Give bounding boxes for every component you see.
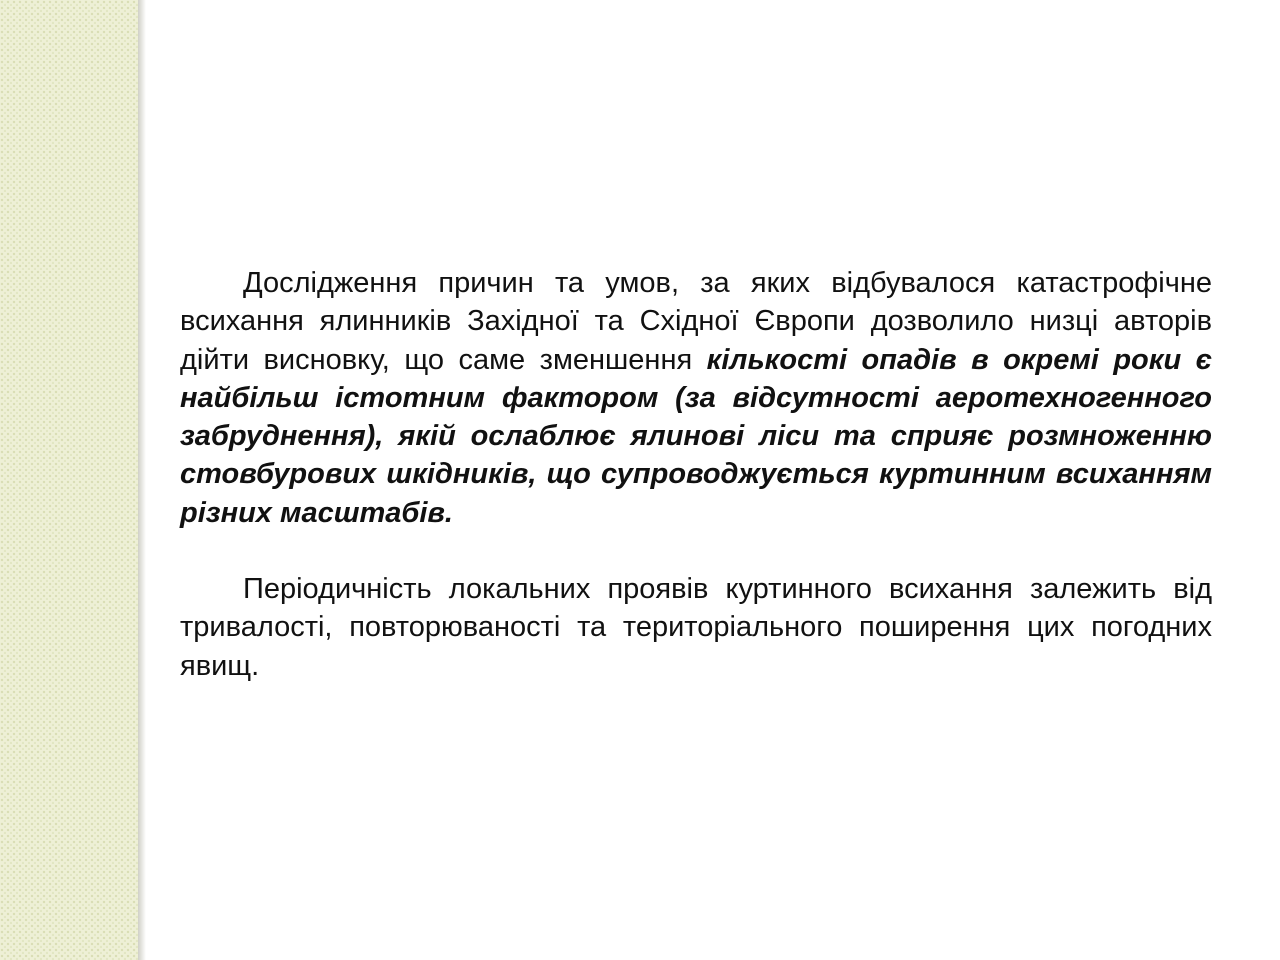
paragraph-1 — [180, 264, 1212, 532]
paragraph-1-plain-text: Дослідження причин та умов, за яких відбувалося катастрофічне всихання ялинників Західної та Східної Європи дозволило низці авторів дійти висновку, що саме зменшення — [180, 267, 1212, 376]
decorative-side-strip — [0, 0, 138, 960]
paragraph-1-emphasis-text: кількості опадів в окремі роки є найбільш істотним фактором (за відсутності аеротехногенного забруднення), якій ослаблює ялинові ліси та сприяє розмноженню стовбурових шкідників, що супроводжується куртинним всиханням різних масштабів. — [180, 343, 1212, 529]
paragraph-2 — [180, 570, 1212, 685]
paragraph-2-plain-text: Періодичність локальних проявів куртинного всихання залежить від тривалості, повторюваності та територіального поширення цих погодних явищ. — [180, 573, 1212, 682]
slide-text-body — [180, 264, 1212, 685]
side-strip-shadow — [138, 0, 146, 960]
